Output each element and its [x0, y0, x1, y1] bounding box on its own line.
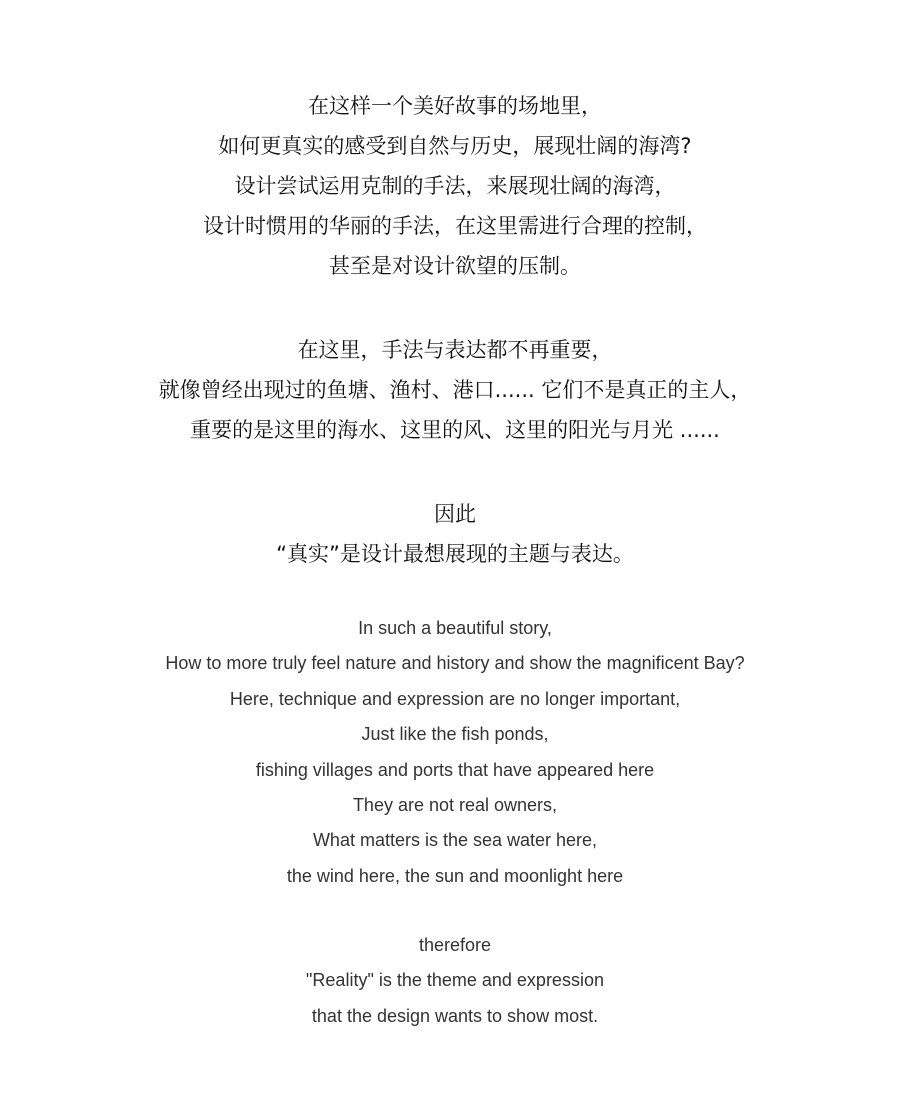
text-line: What matters is the sea water here, — [312, 830, 598, 851]
text-line: Just like the fish ponds, — [361, 724, 549, 745]
text-line: 设计时惯用的华丽的手法，在这里需进行合理的控制， — [203, 214, 707, 238]
text-line: Here, technique and expression are no longer important, — [229, 688, 681, 709]
text-line: fishing villages and ports that have appeared here — [255, 759, 655, 780]
text-line: 在这样一个美好故事的场地里， — [308, 94, 602, 118]
text-line: How to more truly feel nature and history and show the magnificent Bay? — [165, 653, 745, 674]
text-line: 甚至是对设计欲望的压制。 — [329, 254, 581, 278]
text-line: 在这里，手法与表达都不再重要， — [297, 338, 613, 362]
chinese-paragraph-1 — [0, 86, 910, 286]
text-line: 如何更真实的感受到自然与历史，展现壮阔的海湾? — [218, 134, 692, 158]
text-line: the wind here, the sun and moonlight here — [286, 865, 624, 886]
chinese-paragraph-2 — [0, 330, 910, 450]
text-line: "Reality" is the theme and expression — [306, 970, 604, 991]
text-line: 就像曾经出现过的鱼塘、渔村、港口...... 它们不是真正的主人， — [158, 378, 752, 402]
text-line: In such a beautiful story, — [358, 618, 552, 638]
english-paragraph-1 — [0, 611, 910, 894]
english-paragraph-2 — [0, 928, 910, 1034]
text-line: They are not real owners, — [352, 795, 558, 816]
text-line: 设计尝试运用克制的手法，来展现壮阔的海湾， — [234, 174, 676, 198]
chinese-paragraph-3 — [0, 494, 910, 574]
text-line: 因此 — [434, 502, 476, 526]
text-line: “真实”是设计最想展现的主题与表达。 — [276, 542, 634, 566]
text-line: 重要的是这里的海水、这里的风、这里的阳光与月光 ...... — [190, 418, 720, 442]
text-line: that the design wants to show most. — [311, 1005, 599, 1026]
text-line: therefore — [418, 935, 492, 955]
